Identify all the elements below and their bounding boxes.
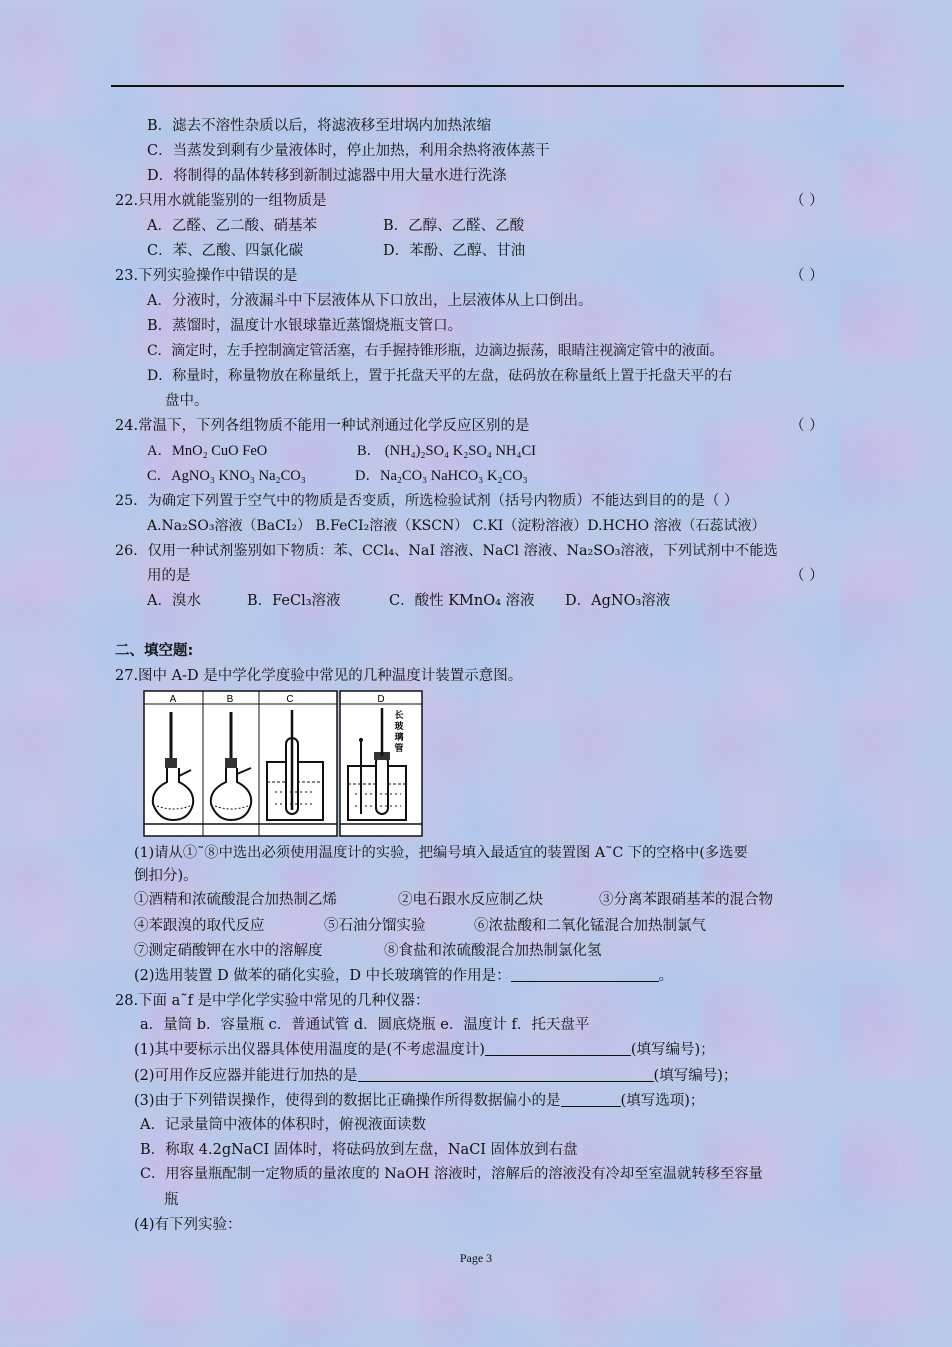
q22-stem: 22.只用水就能鉴别的一组物质是 xyxy=(115,193,327,209)
q27-item-1: ①酒精和浓硫酸混合加热制乙烯 xyxy=(134,892,337,908)
q26-stem-line1: 26．仅用一种试剂鉴别如下物质：苯、CCl₄、NaI 溶液、NaCl 溶液、Na₂SO₃溶液，下列试剂中不能选 xyxy=(115,543,778,559)
q27-part2-answer-blank[interactable] xyxy=(511,967,659,982)
q28-instruments: a．量筒 b．容量瓶 c．普通试管 d．圆底烧瓶 e．温度计 f．托天盘平 xyxy=(140,1017,590,1033)
q28-part1-answer-blank[interactable] xyxy=(485,1041,631,1056)
q21-option-c: C．当蒸发到剩有少量液体时，停止加热，利用余热将液体蒸干 xyxy=(147,143,550,159)
q23-option-b: B．蒸馏时，温度计水银球靠近蒸馏烧瓶支管口。 xyxy=(147,318,463,334)
q28-part3 xyxy=(134,1091,704,1111)
q28-part2-answer-blank[interactable] xyxy=(358,1067,654,1082)
q21-option-d: D．将制得的晶体转移到新制过滤器中用大量水进行洗涤 xyxy=(147,168,507,184)
q26-option-a: A．溴水 xyxy=(147,593,201,609)
q25-options: A.Na₂SO₃溶液（BaCI₂） B.FeCI₂溶液（KSCN） C.KI（淀粉溶液）D.HCHO 溶液（石蕊试液） xyxy=(147,518,766,534)
figure-label-d: D xyxy=(377,694,385,705)
q27-part2-text: (2)选用装置 D 做苯的硝化实验，D 中长玻璃管的作用是： xyxy=(134,968,511,984)
figure-label-b: B xyxy=(226,694,234,705)
q28-stem: 28.下面 a˜f 是中学化学实验中常见的几种仪器： xyxy=(115,993,430,1009)
q24-option-d: D．Na₂CO₃ NaHCO₃ K₂CO₃ xyxy=(355,468,528,484)
q22-answer-paren: （ ） xyxy=(790,193,824,209)
q24-stem: 24.常温下，下列各组物质不能用一种试剂通过化学反应区别的是 xyxy=(115,418,530,434)
q24-option-c: C．AgNO₃ KNO₃ Na₂CO₃ xyxy=(147,468,306,484)
figure-label-c: C xyxy=(286,694,294,705)
q26-answer-paren: （ ） xyxy=(790,568,824,584)
q27-stem: 27.图中 A-D 是中学化学度验中常见的几种温度计装置示意图。 xyxy=(115,668,523,684)
q28-part2-suffix: (填写编号)； xyxy=(653,1068,738,1084)
q28-part2-text: (2)可用作反应器并能进行加热的是 xyxy=(134,1068,358,1084)
q28-option-c-line2: 瓶 xyxy=(164,1192,179,1208)
q24-option-a: A．MnO₂ CuO FeO xyxy=(147,443,268,459)
q28-part1 xyxy=(134,1040,715,1060)
q23-option-d-line1: D．称量时，称量物放在称量纸上，置于托盘天平的左盘，砝码放在称量纸上置于托盘天平的右 xyxy=(147,368,733,384)
q21-option-b: B．滤去不溶性杂质以后，将滤液移至坩埚内加热浓缩 xyxy=(147,118,492,134)
q24-option-b: B． (NH₄)₂SO₄ K₂SO₄ NH₄CI xyxy=(357,443,536,459)
q22-option-c: C．苯、乙酸、四氯化碳 xyxy=(147,243,304,259)
q23-option-a: A．分液时，分液漏斗中下层液体从下口放出，上层液体从上口倒出。 xyxy=(147,293,593,309)
q28-option-c-line1: C．用容量瓶配制一定物质的量浓度的 NaOH 溶液时，溶解后的溶液没有冷却至室温就转移至容量 xyxy=(140,1166,763,1182)
q27-item-8: ⑧食盐和浓硫酸混合加热制氯化氢 xyxy=(384,943,602,959)
q23-option-c: C．滴定时，左手控制滴定管活塞，右手握持锥形瓶，边滴边振荡，眼睛注视滴定管中的液面。 xyxy=(147,343,724,359)
q28-part2 xyxy=(134,1066,737,1086)
q28-part3-suffix: (填写选项)； xyxy=(620,1093,705,1109)
q27-item-2: ②电石跟水反应制乙炔 xyxy=(398,892,543,908)
q23-answer-paren: （ ） xyxy=(790,268,824,284)
q24-answer-paren: （ ） xyxy=(790,418,824,434)
figure-tube-label-1: 长 xyxy=(394,711,404,721)
q26-stem-line2: 用的是 xyxy=(147,568,191,584)
q28-part3-answer-blank[interactable] xyxy=(561,1092,621,1107)
q27-part1-line2: 倒扣分)。 xyxy=(134,868,198,884)
q25-stem: 25．为确定下列置于空气中的物质是否变质，所选检验试剂（括号内物质）不能达到目的的是（ ） xyxy=(115,493,739,509)
q26-option-c: C．酸性 KMnO₄ 溶液 xyxy=(389,593,535,609)
q27-part2-period: 。 xyxy=(658,968,674,984)
q27-part1-line1: (1)请从①˜⑧中选出必须使用温度计的实验，把编号填入最适宜的装置图 A˜C 下的空格中(多选要 xyxy=(134,845,748,861)
page-number: Page 3 xyxy=(459,1251,493,1265)
section-title-fill-in: 二、填空题: xyxy=(115,643,194,659)
thermometer-apparatus-figure xyxy=(143,690,423,838)
q26-option-d: D．AgNO₃溶液 xyxy=(565,593,671,609)
q28-part4: (4)有下列实验： xyxy=(134,1217,242,1233)
q28-part3-text: (3)由于下列错误操作，使得到的数据比正确操作所得数据偏小的是 xyxy=(134,1093,561,1109)
q23-stem: 23.下列实验操作中错误的是 xyxy=(115,268,298,284)
q28-option-b: B．称取 4.2gNaCI 固体时，将砝码放到左盘，NaCI 固体放到右盘 xyxy=(140,1142,578,1158)
figure-tube-label-2: 玻 xyxy=(394,722,404,732)
q27-item-6: ⑥浓盐酸和二氧化锰混合加热制氯气 xyxy=(474,918,706,934)
q22-option-b: B．乙醇、乙醛、乙酸 xyxy=(383,218,525,234)
q27-item-5: ⑤石油分馏实验 xyxy=(324,918,426,934)
figure-tube-label-4: 管 xyxy=(394,744,404,754)
q27-item-7: ⑦测定硝酸钾在水中的溶解度 xyxy=(134,943,323,959)
q27-part2 xyxy=(134,966,673,986)
q22-option-a: A．乙醛、乙二酸、硝基苯 xyxy=(147,218,317,234)
q23-option-d-line2: 盘中。 xyxy=(165,393,209,409)
header-rule xyxy=(111,85,844,87)
q28-part1-suffix: (填写编号)； xyxy=(630,1042,715,1058)
q28-part1-text: (1)其中要标示出仪器具体使用温度的是(不考虑温度计) xyxy=(134,1042,485,1058)
q27-item-3: ③分离苯跟硝基苯的混合物 xyxy=(599,892,773,908)
q22-option-d: D．苯酚、乙醇、甘油 xyxy=(383,243,526,259)
q28-option-a: A．记录量筒中液体的体积时，俯视液面读数 xyxy=(140,1117,426,1133)
q27-item-4: ④苯跟溴的取代反应 xyxy=(134,918,265,934)
figure-tube-label-3: 璃 xyxy=(394,733,404,743)
figure-label-a: A xyxy=(169,694,177,705)
q26-option-b: B．FeCl₃溶液 xyxy=(247,593,341,609)
